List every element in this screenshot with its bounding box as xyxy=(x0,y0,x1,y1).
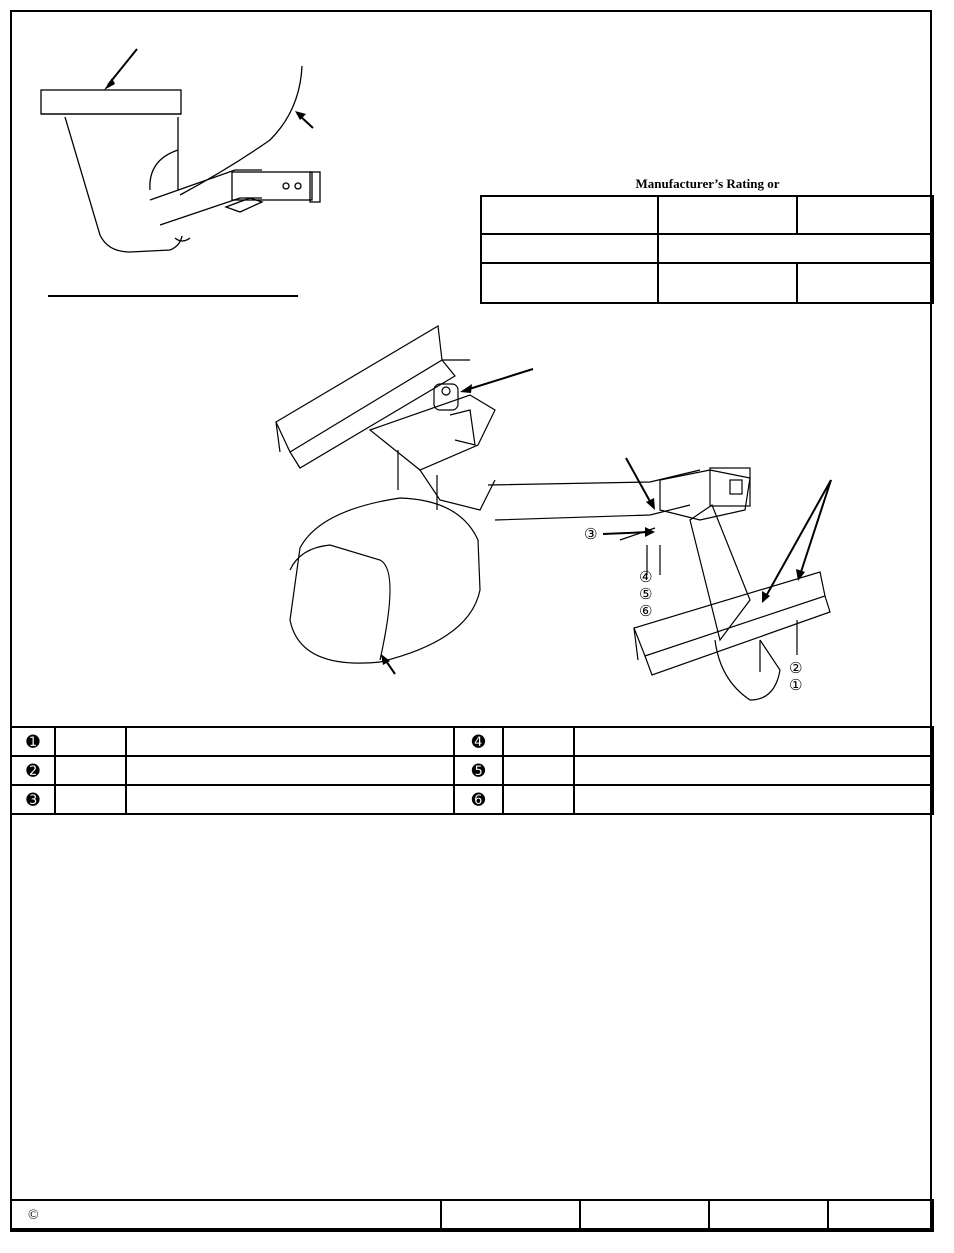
table-row xyxy=(11,727,933,756)
footer-cell xyxy=(828,1200,933,1231)
callout-2: ② xyxy=(789,659,803,677)
callout-5: ⑤ xyxy=(639,585,653,603)
callout-1: ① xyxy=(789,676,803,694)
parts-table xyxy=(10,726,934,815)
part-description xyxy=(126,727,454,756)
part-number: ➌ xyxy=(11,785,55,814)
part-description xyxy=(574,727,933,756)
callout-6: ⑥ xyxy=(639,602,653,620)
table-row xyxy=(11,785,933,814)
part-number: ➍ xyxy=(454,727,503,756)
table-row xyxy=(11,756,933,785)
part-description xyxy=(574,756,933,785)
footer-cell xyxy=(441,1200,580,1231)
part-qty xyxy=(503,756,574,785)
part-number: ➎ xyxy=(454,756,503,785)
part-qty xyxy=(55,785,126,814)
part-description xyxy=(126,785,454,814)
part-description xyxy=(574,785,933,814)
rating-caption: Manufacturer’s Rating or xyxy=(635,176,780,191)
callout-3: ③ xyxy=(584,525,598,543)
part-number: ➏ xyxy=(454,785,503,814)
part-number: ➊ xyxy=(11,727,55,756)
copyright: © xyxy=(11,1200,441,1231)
callout-4: ④ xyxy=(639,568,653,586)
part-qty xyxy=(503,727,574,756)
part-number: ➋ xyxy=(11,756,55,785)
footer-cell xyxy=(580,1200,709,1231)
footer-table xyxy=(10,1199,934,1232)
part-description xyxy=(126,756,454,785)
part-qty xyxy=(55,727,126,756)
footer-cell xyxy=(709,1200,828,1231)
part-qty xyxy=(503,785,574,814)
part-qty xyxy=(55,756,126,785)
